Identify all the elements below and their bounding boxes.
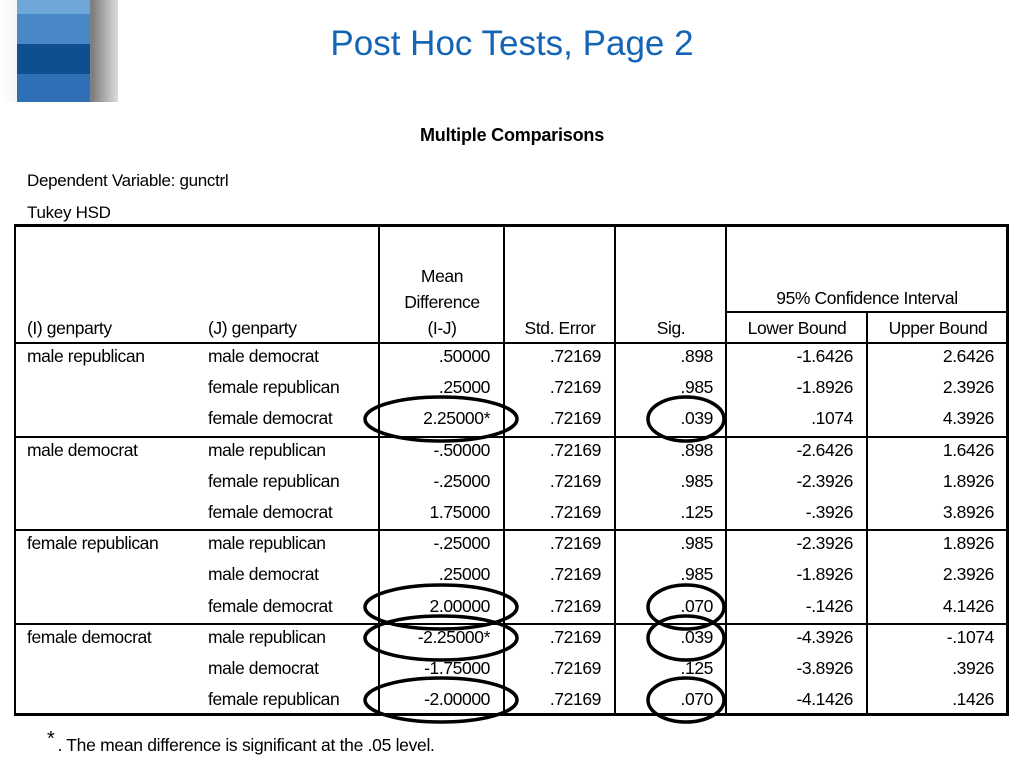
upper-bound-value: 2.3926 — [942, 377, 994, 397]
comparison-group-label: female republican — [208, 689, 340, 709]
lower-bound-value: -.3926 — [805, 502, 853, 522]
header-sig: Sig. — [656, 318, 686, 338]
lower-bound-value: .1074 — [811, 408, 853, 428]
lower-bound-value: -3.8926 — [796, 658, 853, 678]
header-std-error: Std. Error — [524, 318, 596, 338]
std-error-value: .72169 — [549, 596, 601, 616]
upper-bound-value: 3.8926 — [942, 502, 994, 522]
header-lower-bound: Lower Bound — [747, 318, 847, 338]
sig-value: .070 — [680, 596, 713, 616]
header-mean-line1: Mean — [420, 266, 464, 286]
upper-bound-value: .1426 — [952, 689, 994, 709]
lower-bound-value: -4.1426 — [796, 689, 853, 709]
lower-bound-value: -1.6426 — [796, 346, 853, 366]
mean-difference-value: 2.25000* — [423, 408, 490, 428]
header-confidence-interval: 95% Confidence Interval — [776, 288, 958, 308]
group-separator — [14, 529, 1009, 531]
mean-difference-value: 2.00000 — [429, 596, 490, 616]
sig-value: .039 — [680, 408, 713, 428]
header-mean-line2: Difference — [404, 292, 480, 312]
std-error-value: .72169 — [549, 627, 601, 647]
std-error-value: .72169 — [549, 689, 601, 709]
lower-bound-value: -1.8926 — [796, 377, 853, 397]
mean-difference-value: 1.75000 — [429, 502, 490, 522]
lower-bound-value: -2.3926 — [796, 471, 853, 491]
sig-value: .985 — [680, 533, 713, 553]
upper-bound-value: 2.6426 — [942, 346, 994, 366]
sig-value: .898 — [680, 346, 713, 366]
comparison-group-label: male republican — [208, 627, 326, 647]
ci-underline — [727, 311, 1008, 313]
header-upper-bound: Upper Bound — [888, 318, 988, 338]
sig-value: .125 — [680, 658, 713, 678]
comparison-group-label: male democrat — [208, 658, 319, 678]
lower-bound-value: -2.3926 — [796, 533, 853, 553]
group-label: female republican — [27, 533, 159, 553]
mean-difference-value: .25000 — [438, 377, 490, 397]
mean-difference-value: -1.75000 — [424, 658, 490, 678]
sig-value: .985 — [680, 377, 713, 397]
mean-difference-value: -.25000 — [433, 533, 490, 553]
footnote-marker: * — [47, 728, 55, 750]
dependent-variable-label: Dependent Variable: gunctrl — [27, 171, 229, 190]
upper-bound-value: 1.6426 — [942, 440, 994, 460]
lower-bound-value: -1.8926 — [796, 564, 853, 584]
group-label: male democrat — [27, 440, 138, 460]
group-separator — [14, 436, 1009, 438]
mean-difference-value: .25000 — [438, 564, 490, 584]
upper-bound-value: 1.8926 — [942, 471, 994, 491]
upper-bound-value: .3926 — [952, 658, 994, 678]
sig-value: .898 — [680, 440, 713, 460]
sig-value: .070 — [680, 689, 713, 709]
sig-value: .985 — [680, 564, 713, 584]
header-mean-line3: (I-J) — [427, 318, 457, 338]
std-error-value: .72169 — [549, 408, 601, 428]
header-j-genparty: (J) genparty — [208, 318, 297, 338]
mean-difference-value: -.50000 — [433, 440, 490, 460]
upper-bound-value: 2.3926 — [942, 564, 994, 584]
header-i-genparty: (I) genparty — [27, 318, 112, 338]
std-error-value: .72169 — [549, 533, 601, 553]
lower-bound-value: -4.3926 — [796, 627, 853, 647]
comparison-group-label: male democrat — [208, 346, 319, 366]
upper-bound-value: -.1074 — [946, 627, 994, 647]
page-title: Post Hoc Tests, Page 2 — [330, 24, 694, 63]
mean-difference-value: -.25000 — [433, 471, 490, 491]
group-label: male republican — [27, 346, 145, 366]
sig-value: .039 — [680, 627, 713, 647]
comparison-group-label: female democrat — [208, 596, 333, 616]
std-error-value: .72169 — [549, 377, 601, 397]
std-error-value: .72169 — [549, 471, 601, 491]
std-error-value: .72169 — [549, 346, 601, 366]
footnote-text: . The mean difference is significant at the .05 level. — [57, 735, 435, 755]
comparison-group-label: female democrat — [208, 408, 333, 428]
comparison-group-label: female democrat — [208, 502, 333, 522]
lower-bound-value: -2.6426 — [796, 440, 853, 460]
mean-difference-value: -2.00000 — [424, 689, 490, 709]
footnote — [47, 728, 435, 756]
comparison-group-label: female republican — [208, 471, 340, 491]
lower-bound-value: -.1426 — [805, 596, 853, 616]
sig-value: .985 — [680, 471, 713, 491]
table-heading: Multiple Comparisons — [419, 125, 605, 145]
mean-difference-value: .50000 — [438, 346, 490, 366]
decoration-block — [17, 74, 90, 102]
sig-value: .125 — [680, 502, 713, 522]
comparison-group-label: male democrat — [208, 564, 319, 584]
method-label: Tukey HSD — [27, 203, 111, 222]
std-error-value: .72169 — [549, 502, 601, 522]
std-error-value: .72169 — [549, 440, 601, 460]
upper-bound-value: 4.3926 — [942, 408, 994, 428]
std-error-value: .72169 — [549, 564, 601, 584]
decoration-block — [17, 0, 90, 14]
comparison-group-label: male republican — [208, 533, 326, 553]
std-error-value: .72169 — [549, 658, 601, 678]
mean-difference-value: -2.25000* — [417, 627, 490, 647]
group-separator — [14, 623, 1009, 625]
upper-bound-value: 4.1426 — [942, 596, 994, 616]
header-separator — [14, 342, 1009, 344]
group-label: female democrat — [27, 627, 152, 647]
comparison-group-label: male republican — [208, 440, 326, 460]
upper-bound-value: 1.8926 — [942, 533, 994, 553]
comparison-group-label: female republican — [208, 377, 340, 397]
